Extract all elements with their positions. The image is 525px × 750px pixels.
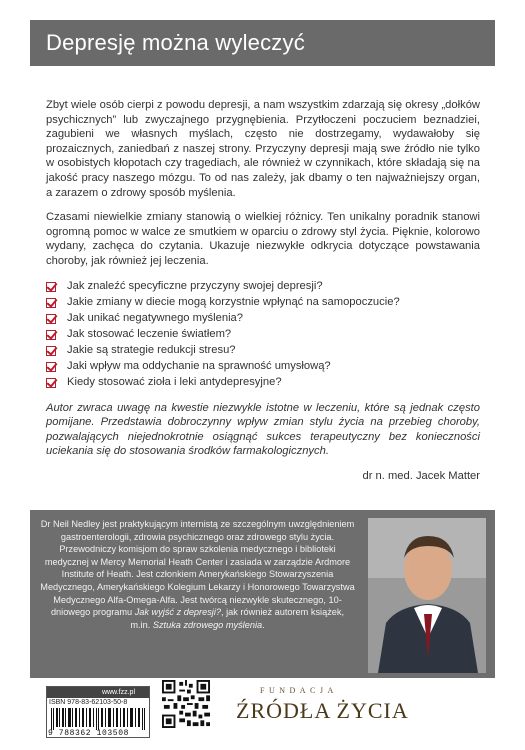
second-paragraph: Czasami niewielkie zmiany stanowią o wielkiej różnicy. Ten unikalny poradnik stanowi ogromną pomoc w walce ze smutkiem w oparciu o zdrowy styl życia. Pięknie, kolorowo wydany, zachęca do czytania. Ukazuje niezwykłe odkrycia dotyczące powstawania choroby, jak również jej leczenia. [46, 211, 480, 267]
logo-title: ŹRÓDŁA ŻYCIA [236, 698, 409, 723]
author-bio: Dr Neil Nedley jest praktykującym internistą ze szczególnym uwzględnieniem gastroenterologii, zdrowia psychicznego oraz zdrowego stylu życia. Przewodniczy komisjom do spraw szkolenia medycznego i biblioteki medycznej w Mercy Memorial Heath Center i zasiada w zarządzie Ardmore Institute of Heath. Jest członkiem Amerykańskiego Stowarzyszenia Medycznego, Amerykańskiego Kolegium Lekarzy i Honorowego Towarzystwa Medycznego Alfa-Omega-Alfa. Jest twórcą niezwykle skutecznego, 10-dniowego programu Jak wyjść z depresji?, jak również autorem książek, m.in. Sztuka zdrowego myślenia. [40, 519, 355, 630]
checklist-item: Jak unikać negatywnego myślenia? [46, 311, 480, 327]
author-bio-box [30, 510, 495, 678]
checkbox-icon [46, 378, 56, 388]
checkbox-icon [46, 330, 56, 340]
isbn: ISBN 978-83-62103-50-8 [49, 699, 128, 706]
checkbox-icon [46, 298, 56, 308]
checkbox-icon [46, 346, 56, 356]
checklist-item: Jakie są strategie redukcji stresu? [46, 343, 480, 359]
checklist-item: Jak stosować leczenie światłem? [46, 327, 480, 343]
checkbox-icon [46, 314, 56, 324]
main-content [46, 98, 480, 484]
checklist-item: Kiedy stosować zioła i leki antydepresyjne? [46, 375, 480, 391]
website: www.fzz.pl [47, 687, 149, 698]
page-title: Depresję można wyleczyć [30, 20, 495, 66]
checkbox-icon [46, 282, 56, 292]
checklist [46, 279, 480, 391]
quote-paragraph: Autor zwraca uwagę na kwestie niezwykle istotne w leczeniu, które są jednak często pomijane. Przedstawia dobroczynny wpływ zmian stylu życia na przebieg choroby, pozwalających niejednokrotnie osiągnąć sukces terapeutyczny bez konieczności uciekania się do stosowania środków farmakologicznych. [46, 401, 480, 458]
checkbox-icon [46, 362, 56, 372]
qr-code-icon [162, 680, 210, 728]
book-title: Sztuka zdrowego myślenia [152, 619, 263, 630]
checklist-item: Jakie zmiany w diecie mogą korzystnie wpłynąć na samopoczucie? [46, 295, 480, 311]
book-title: Jak wyjść z depresji? [134, 607, 221, 618]
intro-paragraph: Zbyt wiele osób cierpi z powodu depresji, a nam wszystkim zdarzają się okresy „dołków psychicznych” lub zwyczajnego przygnębienia. Przytłoczeni poczuciem beznadziei, zagubieni we własnych myślach, często nie dostrzegamy, wydawałoby się prozaicznych, zaniedbań z naszej strony. Przyczyny depresji mają swe źródło nie tylko w osobistych kłopotach czy tragediach, ale również w czynnikach, które składają się na jakość pracy naszego mózgu. To od nas zależy, jak dbamy o ten najważniejszy organ, a zarazem o zdrowy sposób myślenia. [46, 99, 480, 199]
author-photo [368, 518, 486, 673]
checklist-item: Jak znaleźć specyficzne przyczyny swojej depresji? [46, 279, 480, 295]
logo-subtitle: FUNDACJA [260, 686, 338, 695]
signature: dr n. med. Jacek Matter [362, 469, 480, 482]
checklist-item: Jaki wpływ ma oddychanie na sprawność umysłową? [46, 359, 480, 375]
foundation-logo [236, 686, 409, 736]
ean-digits: 9 788362 103508 [48, 729, 130, 738]
barcode [46, 686, 150, 738]
barcode-bars [50, 708, 146, 730]
